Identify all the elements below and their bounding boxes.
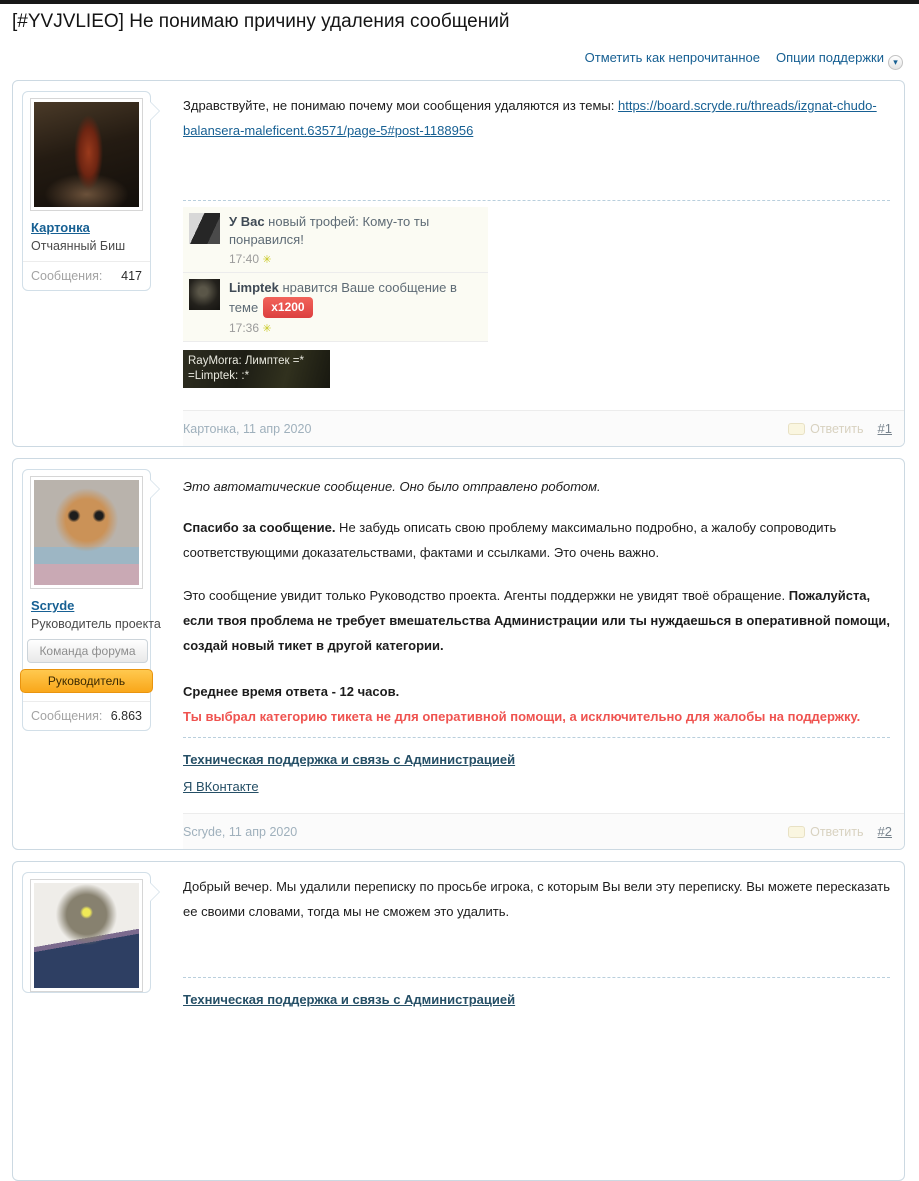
page-header [0,4,919,70]
chevron-down-icon[interactable]: ▾ [888,55,903,70]
alert-row-trophy [183,207,488,273]
alert-text: Limptek нравится Ваше сообщение в теме x1200 [229,279,482,318]
user-title: Отчаянный Биш [31,239,126,253]
post-number-link[interactable]: #2 [877,824,892,839]
post-2-user-cell [13,459,171,849]
username-link[interactable]: Scryde [31,598,75,613]
vk-link[interactable]: Я ВКонтакте [183,779,259,794]
post-2-message-cell [171,459,904,849]
post-3-text: Добрый вечер. Мы удалили переписку по просьбе игрока, с которым Вы вели эту переписку. Вы можете пересказать ее своими словами, тогда мы не сможем это удалить. [183,879,890,919]
page-title: [#YVJVLIEO] Не понимаю причину удаления сообщений [12,11,510,32]
post-2-footer [183,813,904,849]
alert-screenshot-block [183,207,488,342]
alert-time: 17:36 ✳ [229,321,272,335]
sparkle-icon: ✳ [262,323,272,335]
messages-label: Сообщения: [31,269,103,283]
auto-message-note: Это автоматические сообщение. Оно было отправлено роботом. [183,479,601,494]
dashed-separator [183,977,890,978]
post-1-text [183,93,904,143]
mark-unread-link[interactable]: Отметить как непрочитанное [584,50,760,65]
post-1-user-cell [13,81,171,446]
reply-bubble-icon [788,826,805,838]
sparkle-icon: ✳ [262,254,272,266]
post-2-user-card [22,469,161,731]
messages-count[interactable]: 417 [121,269,142,283]
thread-url-link[interactable]: https://board.scryde.ru/threads/izgnat-chudo-balansera-maleficent.63571/page-5#post-1188956 [183,98,877,138]
alert-user: Limptek [229,280,279,295]
avatar[interactable] [34,102,139,207]
reply-bubble-icon [788,423,805,435]
post-1-message-cell [171,81,904,446]
post-2 [12,458,905,850]
author-date: Картонка, 11 апр 2020 [183,421,312,436]
spacer [183,924,904,977]
multiplier-badge: x1200 [263,297,312,318]
penguin-avatar [189,213,220,244]
post-1-text-intro: Здравствуйте, не понимаю почему мои сообщения удаляются из темы: [183,98,618,113]
alert-time: 17:40 ✳ [229,252,272,266]
post-1 [12,80,905,447]
category-warning-line: Ты выбрал категорию тикета не для оперативной помощи, а исключительно для жалобы на поддержку. [183,709,861,724]
post-3-user-cell [13,862,171,1180]
support-forum-link[interactable]: Техническая поддержка и связь с Администрацией [183,752,516,767]
avatar[interactable] [34,480,139,585]
user-title: Руководитель проекта [31,617,161,631]
messages-count[interactable]: 6.863 [110,709,142,723]
visibility-paragraph: Это сообщение увидит только Руководство проекта. Агенты поддержки не увидят твоё обращение. Пожалуйста, если твоя проблема не требует вмешательства Администрации или ты нуждаешься в оперативной помощи, создай новый тикет в другой категории. [183,588,890,653]
messages-label: Сообщения: [31,709,103,723]
chat-line: RayMorra: Лимптек =* [188,355,304,367]
spacer [183,143,904,200]
alert-text: У Вас новый трофей: Кому-то ты понравился! [229,214,430,247]
post-number-link[interactable]: #1 [877,421,892,436]
limptek-avatar [189,279,220,310]
response-time-line: Среднее время ответа - 12 часов. [183,684,400,699]
support-options-link[interactable]: Опции поддержки [776,50,884,65]
dashed-separator [183,737,890,738]
leader-badge: Руководитель [20,669,153,693]
thanks-paragraph: Спасибо за сообщение. Не забудь описать свою проблему максимально подробно, а жалобу сопроводить соответствующими доказательствами, фактами и ссылками. Это очень важно. [183,520,837,560]
author-date: Scryde, 11 апр 2020 [183,824,298,839]
post-3 [12,861,905,1181]
support-forum-link[interactable]: Техническая поддержка и связь с Администрацией [183,992,516,1007]
team-badge: Команда форума [27,639,148,663]
user-stats [23,261,150,290]
dashed-separator [183,200,890,201]
post-3-user-card [22,872,151,993]
alert-user: У Вас [229,214,265,229]
user-stats [23,701,150,730]
avatar[interactable] [34,883,139,988]
avatar-frame [30,98,143,211]
thread-toolbar [12,50,903,70]
post-1-footer [183,410,904,446]
game-chat-screenshot [183,350,330,388]
reply-button[interactable]: Ответить [788,825,863,839]
avatar-frame [30,476,143,589]
reply-button[interactable]: Ответить [788,422,863,436]
avatar-frame [30,879,143,992]
username-link[interactable]: Картонка [31,220,90,235]
post-1-user-card [22,91,151,291]
post-3-message-cell [171,862,904,1180]
alert-row-like [183,273,488,342]
chat-line: =Limptek: :* [188,370,250,382]
